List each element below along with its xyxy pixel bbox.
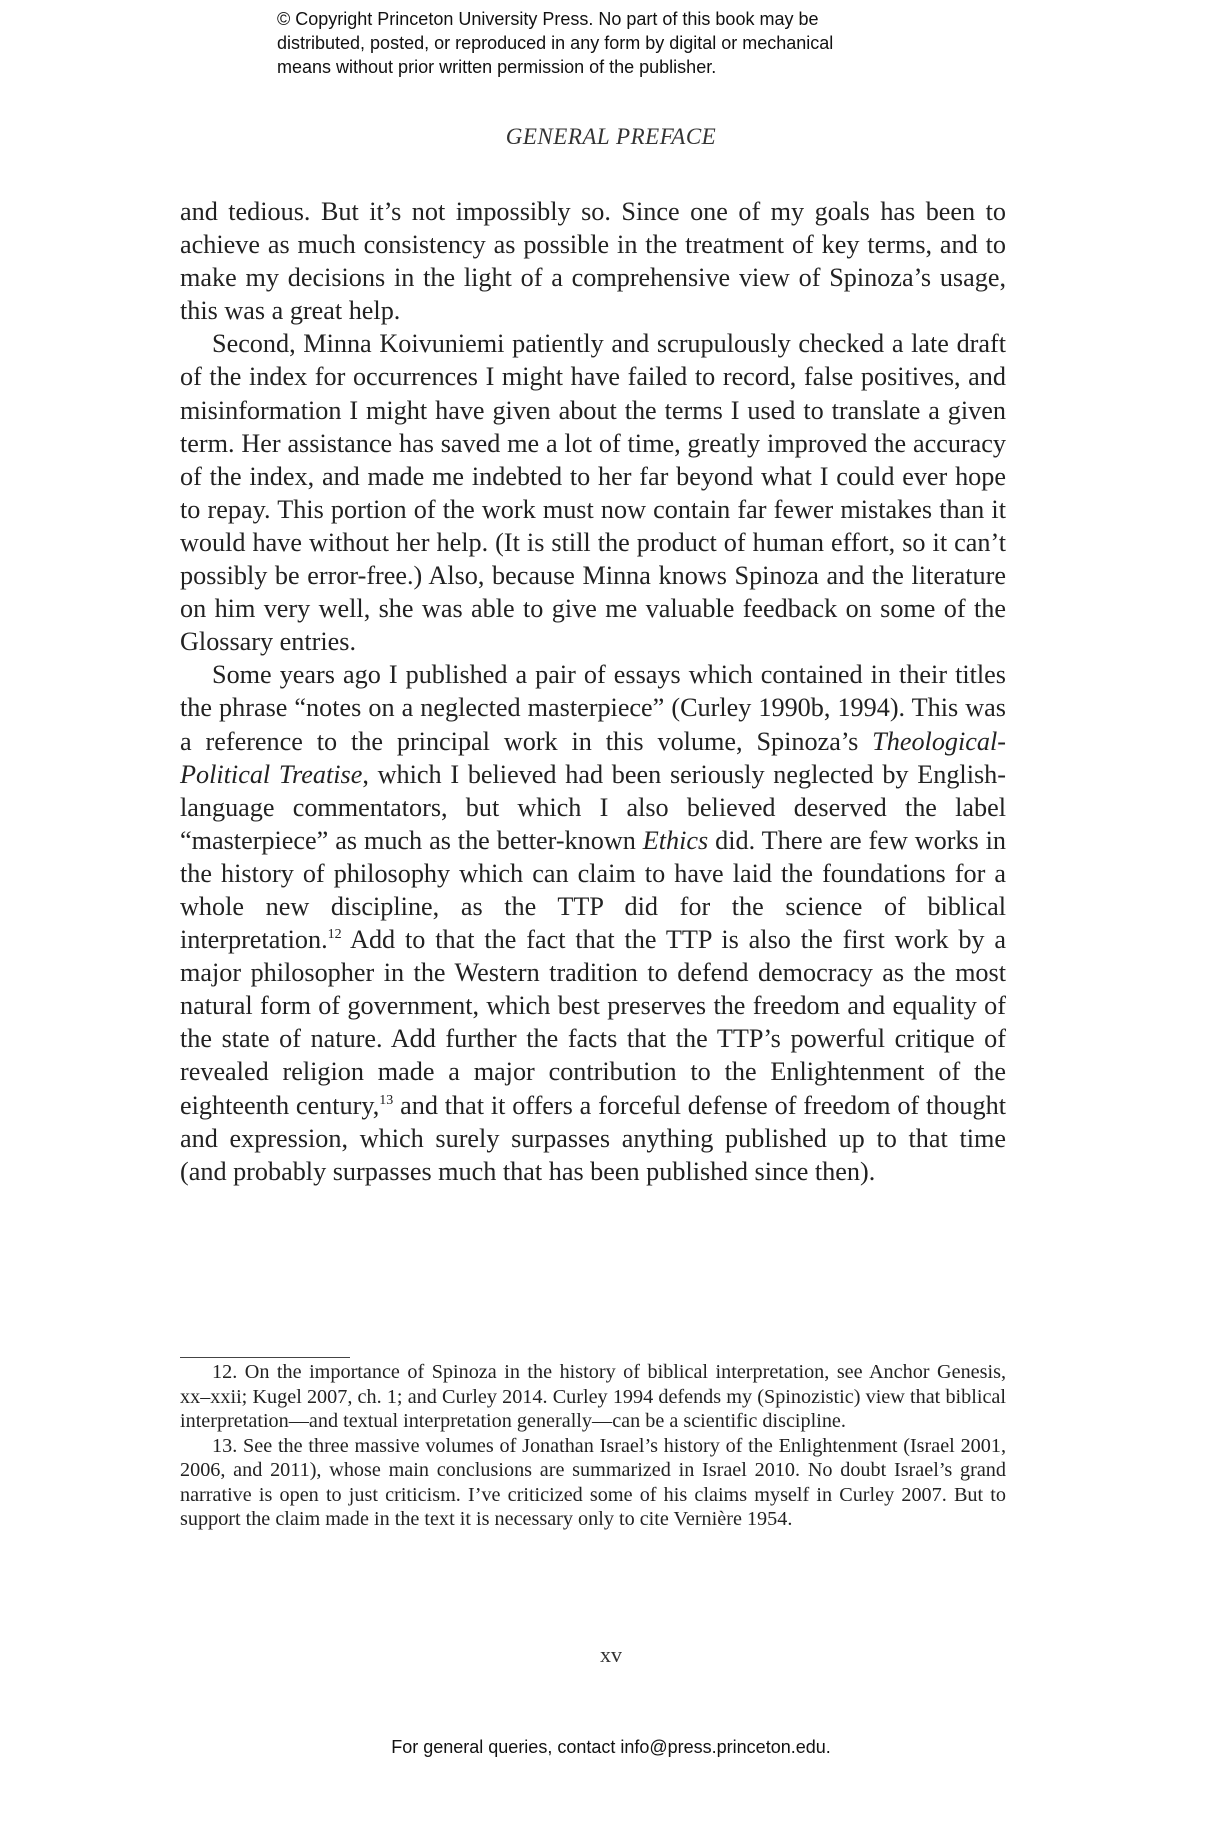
footnote-ref-13[interactable]: 13 xyxy=(379,1092,394,1108)
copyright-notice xyxy=(277,7,917,79)
paragraph-1: and tedious. But it’s not impossibly so. Since one of my goals has been to achieve as much consistency as possible in the treatment of key terms, and to make my decisions in the light of a comprehensive view of Spinoza’s usage, this was a great help. xyxy=(180,197,1006,326)
copyright-line-2: distributed, posted, or reproduced in any form by digital or mechanical xyxy=(277,33,834,53)
paragraph-3-text-4: Add to that the fact that the TTP is also the first work by a major philosopher in the Western tradition to defend democracy as the most natural form of government, which best preserves the freedom and equality of the state of nature. Add further the facts that the TTP’s powerful critique of revealed religion made a major contribution to the Enlightenment of the eighteenth century, xyxy=(180,925,1006,1120)
footnote-13: 13. See the three massive volumes of Jonathan Israel’s history of the Enlightenment (Israel 2001, 2006, and 2011), whose main conclusions are summarized in Israel 2010. No doubt Israel’s grand narrative is open to just criticism. I’ve criticized some of his claims myself in Curley 2007. But to support the claim made in the text it is necessary only to cite Vernière 1954. xyxy=(180,1434,1006,1530)
footnote-ref-12[interactable]: 12 xyxy=(327,927,342,943)
footer-contact: For general queries, contact info@press.princeton.edu. xyxy=(391,1737,831,1757)
paragraph-3-text-3: did. There are few works in the history of philosophy which can claim to have laid the foundations for a whole new discipline, as the TTP did for the science of biblical interpretation. xyxy=(180,825,1007,955)
footnotes xyxy=(180,1360,1006,1532)
footnote-12: 12. On the importance of Spinoza in the history of biblical interpretation, see Anchor Genesis, xx–xxii; Kugel 2007, ch. 1; and Curley 2014. Curley 1994 defends my (Spinozistic) view that biblical interpretation—and textual interpretation generally—can be a scientific discipline. xyxy=(180,1361,1006,1432)
copyright-line-3: means without prior written permission of the publisher. xyxy=(277,57,717,77)
main-text xyxy=(180,195,1006,1188)
paragraph-3-text-5: and that it offers a forceful defense of freedom of thought and expression, which surely surpasses anything published up to that time (and probably surpasses much that has been published since then). xyxy=(180,1090,1006,1186)
paragraph-3-text-1: Some years ago I published a pair of essays which contained in their titles the phrase “notes on a neglected masterpiece” (Curley 1990b, 1994). This was a reference to the principal work in this volume, Spinoza’s xyxy=(180,660,1006,756)
paragraph-3 xyxy=(180,658,1006,1188)
running-head: GENERAL PREFACE xyxy=(505,124,717,149)
paragraph-2: Second, Minna Koivuniemi patiently and scrupulously checked a late draft of the index for occurrences I might have failed to record, false positives, and misinformation I might have given about the terms I used to translate a given term. Her assistance has saved me a lot of time, greatly improved the accuracy of the index, and made me indebted to her far beyond what I could ever hope to repay. This portion of the work must now contain far fewer mistakes than it would have without her help. (It is still the product of human effort, so it can’t possibly be error-free.) Also, because Minna knows Spinoza and the literature on him very well, she was able to give me valuable feedback on some of the Glossary entries. xyxy=(180,329,1006,657)
footnote-divider xyxy=(180,1357,350,1358)
paragraph-3-text-2: , which I believed had been seriously neglected by English-language commentators, but which I also believed deserved the label “masterpiece” as much as the better-known xyxy=(180,759,1006,855)
page-number: xv xyxy=(600,1642,622,1667)
copyright-line-1: © Copyright Princeton University Press. No part of this book may be xyxy=(277,9,819,29)
book-title-ttp: Theological-Political Treatise xyxy=(180,726,1006,789)
book-title-ethics: Ethics xyxy=(642,825,709,855)
